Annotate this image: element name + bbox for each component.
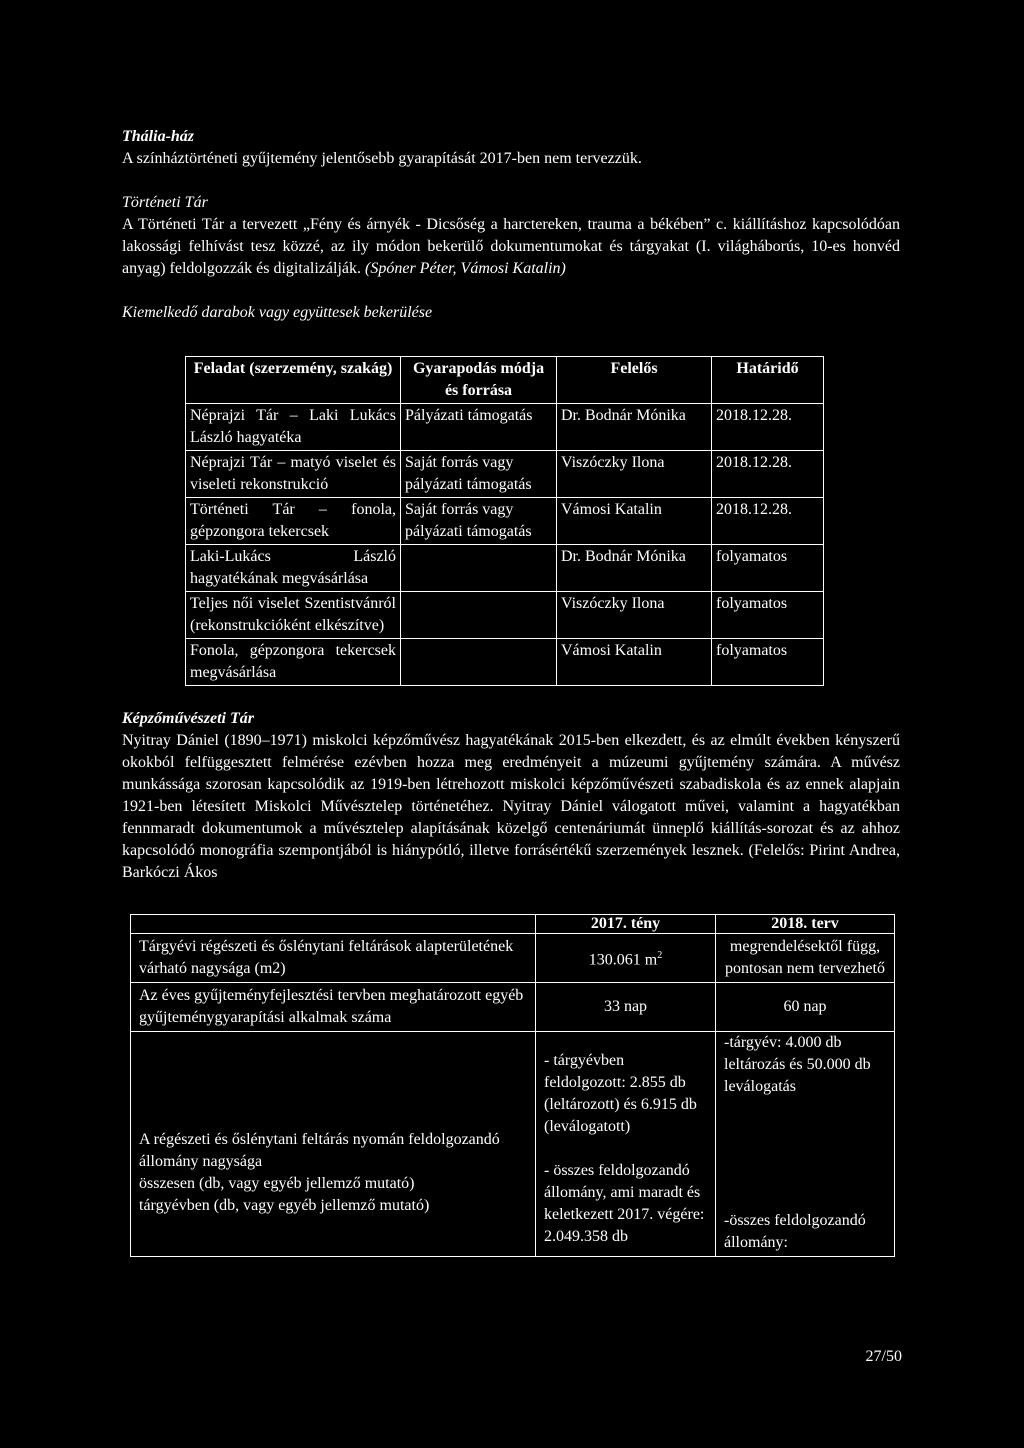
cell-feladat: Történeti Tár – fonola, gépzongora tekercsek [186,498,401,545]
tortenet-heading: Történeti Tár [122,194,208,211]
header-hatarido: Határidő [712,357,824,404]
area-value: 130.061 m [588,951,658,969]
stats-label [131,1032,536,1257]
table-row [186,545,824,592]
stats-value-2018 [716,1032,895,1257]
table-row [131,1032,895,1257]
cell-felelos: Vámosi Katalin [557,498,712,545]
stats-label-line: A régészeti és őslénytani feltárás nyomán feldolgozandó állomány nagysága [139,1131,500,1170]
tortenet-text [122,214,900,280]
kepzo-heading: Képzőművészeti Tár [122,710,254,727]
stats-value-2018: 60 nap [716,983,895,1032]
stats-note: -tárgyév: 4.000 db leltározás és 50.000 db leválogatás [724,1034,871,1095]
cell-felelos: Dr. Bodnár Mónika [557,545,712,592]
stats-note: - összes feldolgozandó állomány, ami maradt és keletkezett 2017. végére: 2.049.358 db [544,1162,705,1245]
kiemelt-heading: Kiemelkedő darabok vagy együttesek bekerülése [122,304,433,321]
table-row [131,934,895,983]
stats-label-line: összesen (db, vagy egyéb jellemző mutató) [139,1175,415,1192]
header-felelos: Felelős [557,357,712,404]
table-row [186,404,824,451]
cell-feladat: Laki-Lukács László hagyatékának megvásárlása [186,545,401,592]
table-row [186,451,824,498]
stats-label-line: tárgyévben (db, vagy egyéb jellemző mutató) [139,1197,430,1214]
tortenet-body: A Történeti Tár a tervezett „Fény és árnyék - Dicsőség a harctereken, trauma a békében” c. kiállításhoz kapcsolódóan lakossági felhívást tesz közzé, az ily módon bekerülő dokumentumokat és tárgyakat (I. világháborús, 10-es honvéd anyag) feldolgozzák és digitalizálják. [122,216,900,277]
table-header-row [186,357,824,404]
cell-felelos: Dr. Bodnár Mónika [557,404,712,451]
stats-note: - tárgyévben feldolgozott: 2.855 db (leltározott) és 6.915 db (leválogatott) [544,1052,697,1135]
tortenet-responsible: (Spóner Péter, Vámosi Katalin) [365,260,566,277]
stats-note: -összes feldolgozandó állomány: [724,1212,866,1251]
stats-value-2017 [536,1032,716,1257]
cell-hatarido: 2018.12.28. [712,404,824,451]
table-row [186,592,824,639]
stats-value-2017: 33 nap [536,983,716,1032]
cell-gyarapodas [401,545,557,592]
cell-gyarapodas: Pályázati támogatás [401,404,557,451]
thalia-text: A színháztörténeti gyűjtemény jelentősebb gyarapítását 2017-ben nem tervezzük. [122,150,642,167]
stats-label: Tárgyévi régészeti és őslénytani feltárások alapterületének várható nagysága (m2) [131,934,536,983]
cell-feladat: Néprajzi Tár – Laki Lukács László hagyatéka [186,404,401,451]
cell-hatarido: 2018.12.28. [712,451,824,498]
cell-felelos: Viszóczky Ilona [557,592,712,639]
cell-gyarapodas: Saját forrás vagy pályázati támogatás [401,451,557,498]
cell-hatarido: folyamatos [712,592,824,639]
kiemelt-table [185,356,824,686]
cell-hatarido: folyamatos [712,545,824,592]
cell-feladat: Teljes női viselet Szentistvánról (rekonstrukcióként elkészítve) [186,592,401,639]
cell-hatarido: folyamatos [712,639,824,686]
stats-value-2018: megrendelésektől függ, pontosan nem tervezhető [716,934,895,983]
page-content [122,126,900,1257]
cell-hatarido: 2018.12.28. [712,498,824,545]
cell-felelos: Vámosi Katalin [557,639,712,686]
cell-feladat: Néprajzi Tár – matyó viselet és viseleti rekonstrukció [186,451,401,498]
area-unit-sup: 2 [657,949,663,961]
stats-header-row [131,915,895,934]
table-row [186,498,824,545]
header-gyarapodas: Gyarapodás módja és forrása [401,357,557,404]
header-feladat: Feladat (szerzemény, szakág) [186,357,401,404]
cell-felelos: Viszóczky Ilona [557,451,712,498]
cell-gyarapodas [401,639,557,686]
table-row [131,983,895,1032]
page-number: 27/50 [865,1348,902,1365]
header-2017: 2017. tény [536,915,716,934]
cell-gyarapodas: Saját forrás vagy pályázati támogatás [401,498,557,545]
stats-table [130,914,895,1257]
stats-label: Az éves gyűjteményfejlesztési tervben meghatározott egyéb gyűjteménygyarapítási alkalmak száma [131,983,536,1032]
kepzo-text: Nyitray Dániel (1890–1971) miskolci képzőművész hagyatékának 2015-ben elkezdett, és az elmúlt években kényszerű okokból felfüggesztett felmérése ezévben hozza meg eredményeit a múzeumi gyűjtemény számára. A művész munkássága szorosan kapcsolódik az 1919-ben létrehozott miskolci képzőművészeti szabadiskola és az ennek alapjain 1921-ben létesített Miskolci Művésztelep történetéhez. Nyitray Dániel válogatott művei, valamint a hagyatékban fennmaradt dokumentumok a művésztelep alapításának közelgő centenáriumát ünneplő kiállítás-sorozat és az ahhoz kapcsolódó monográfia szempontjából is hiánypótló, illetve forrásértékű szerzemények lesznek. (Felelős: Pirint Andrea, Barkóczi Ákos [122,732,900,881]
cell-feladat: Fonola, gépzongora tekercsek megvásárlása [186,639,401,686]
table-row [186,639,824,686]
cell-gyarapodas [401,592,557,639]
header-2018: 2018. terv [716,915,895,934]
thalia-heading: Thália-ház [122,128,195,145]
stats-value-2017 [536,934,716,983]
